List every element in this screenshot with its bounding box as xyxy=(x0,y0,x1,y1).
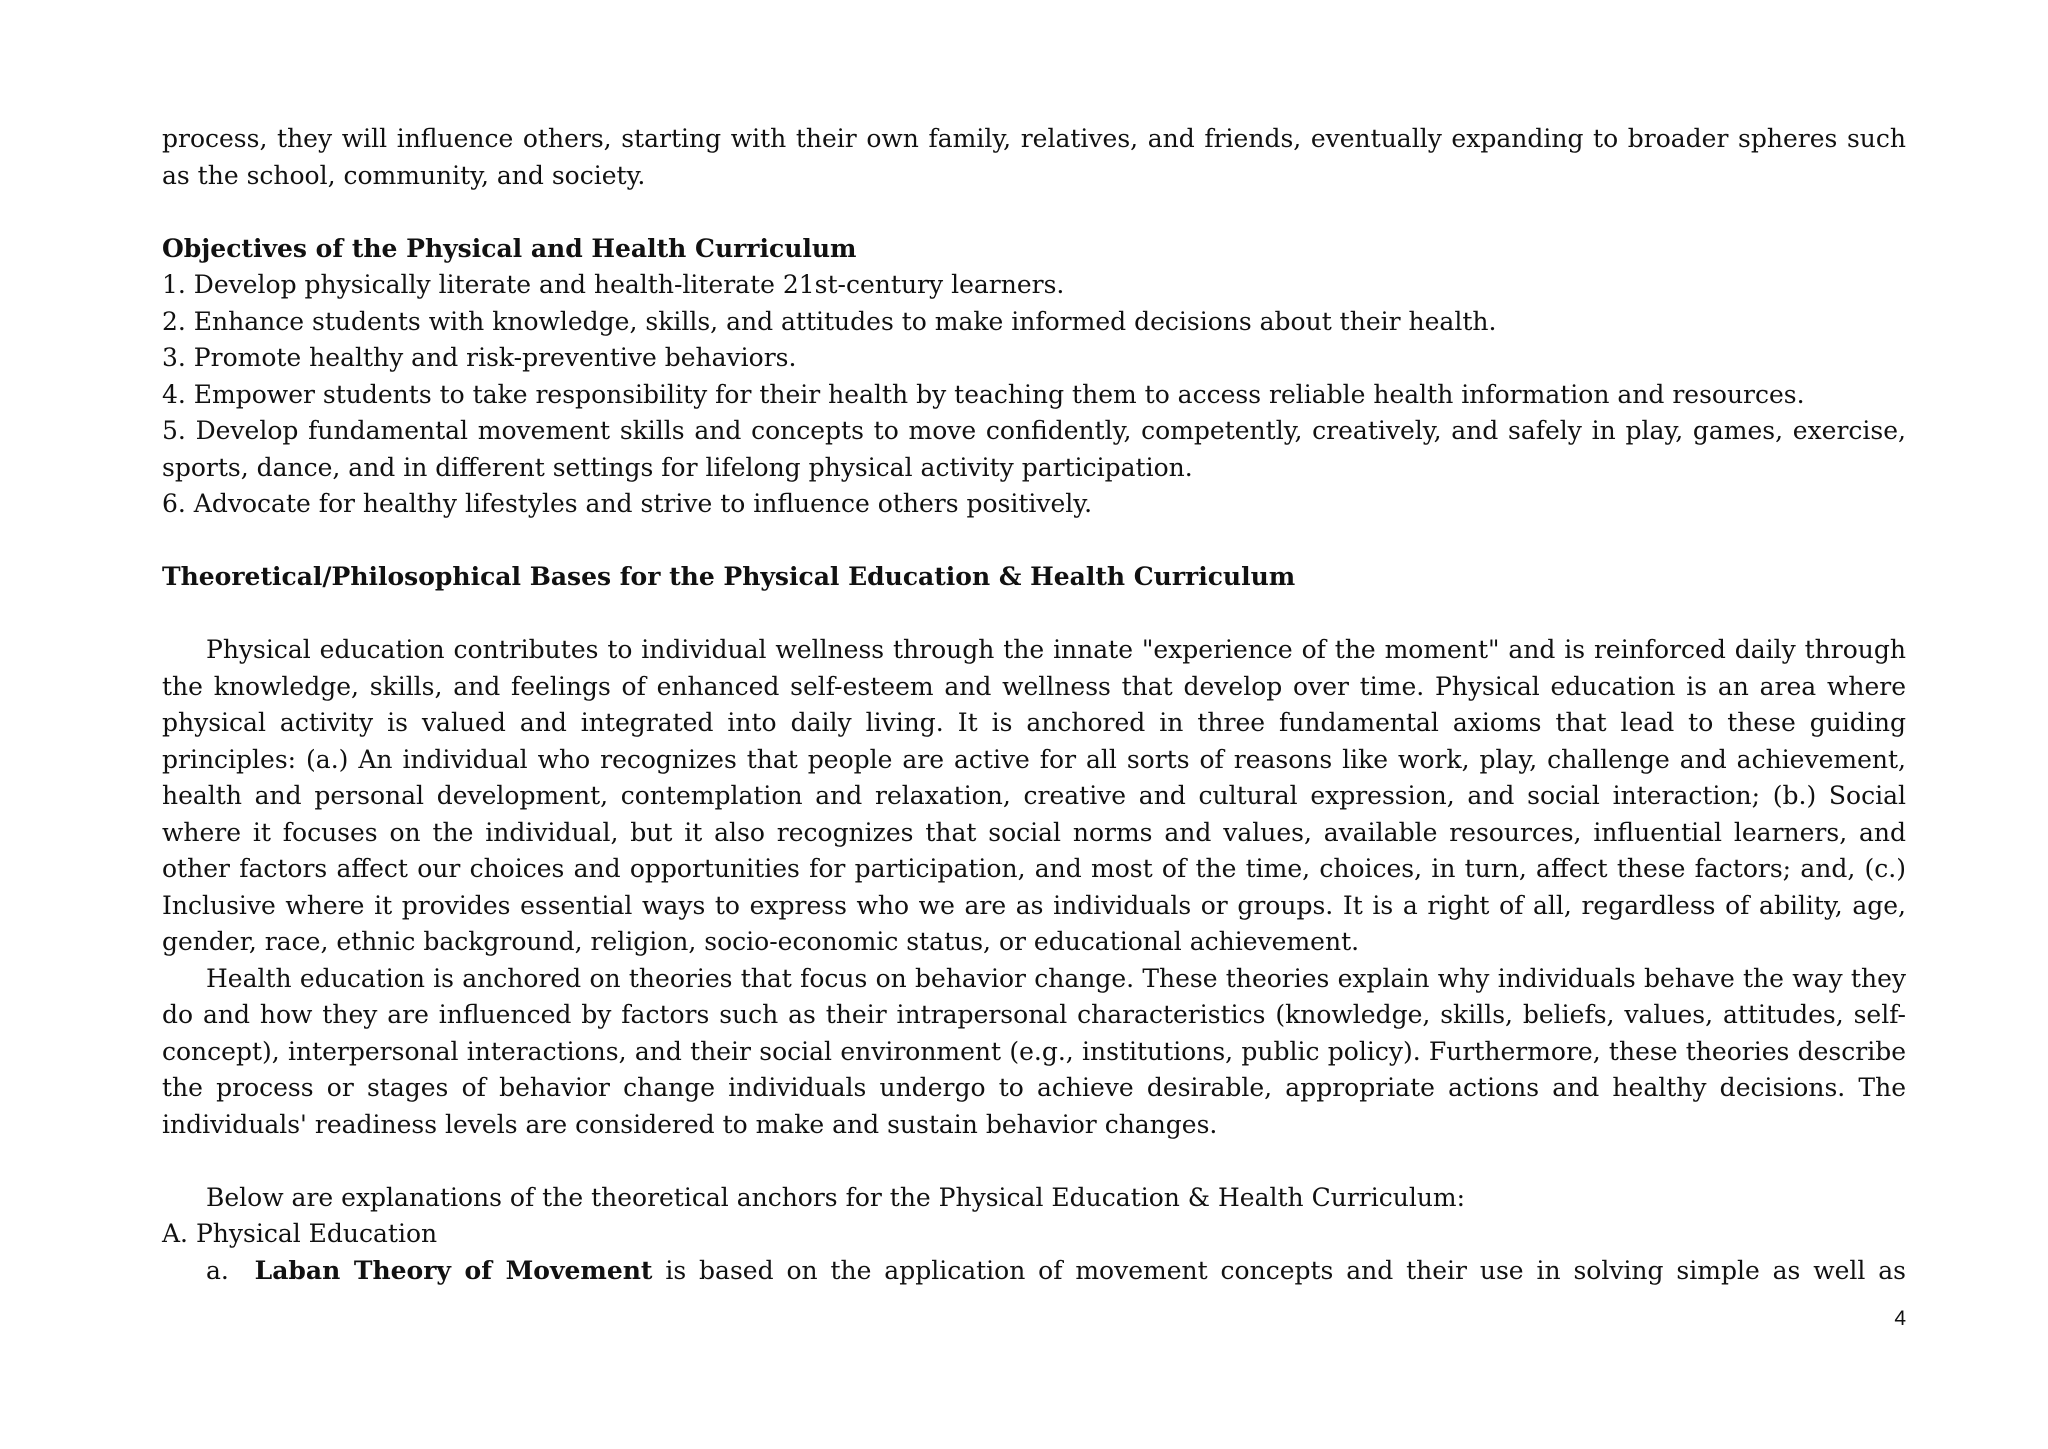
objective-item: 2. Enhance students with knowledge, skills, and attitudes to make informed decisions about their health. xyxy=(162,306,1497,336)
section-a-heading: A. Physical Education xyxy=(162,1219,438,1248)
objective-item: 1. Develop physically literate and health-literate 21st-century learners. xyxy=(162,270,1065,299)
spacer xyxy=(162,523,1906,560)
page-body xyxy=(162,121,1906,1289)
health-education-paragraph: Health education is anchored on theories that focus on behavior change. These theories explain why individuals behave the way they do and how they are influenced by factors such as their intrapersonal characteristics (knowledge, skills, beliefs, values, attitudes, self-concept), interpersonal interactions, and their social environment (e.g., institutions, public policy). Furthermore, these theories describe the process or stages of behavior change individuals undergo to achieve desirable, appropriate actions and healthy decisions. The individuals' readiness levels are considered to make and sustain behavior changes. xyxy=(162,963,1906,1139)
spacer xyxy=(162,596,1906,633)
page-number: 4 xyxy=(1894,1307,1906,1330)
objective-item: 4. Empower students to take responsibility for their health by teaching them to access reliable health information and resources. xyxy=(162,379,1805,409)
objective-item: 3. Promote healthy and risk-preventive behaviors. xyxy=(162,343,797,372)
spacer xyxy=(162,194,1906,231)
objectives-heading: Objectives of the Physical and Health Curriculum xyxy=(162,233,857,263)
laban-theory-text: is based on the application of movement concepts and their use in solving simple as well as xyxy=(665,1255,1906,1285)
physical-education-paragraph: Physical education contributes to individual wellness through the innate "experience of the moment" and is reinforced daily through the knowledge, skills, and feelings of enhanced self-esteem and wellness that develop over time. Physical education is an area where physical activity is valued and integrated into daily living. It is anchored in three fundamental axioms that lead to these guiding principles: (a.) An individual who recognizes that people are active for all sorts of reasons like work, play, challenge and achievement, health and personal development, contemplation and relaxation, creative and cultural expression, and social interaction; (b.) Social where it focuses on the individual, but it also recognizes that social norms and values, available resources, influential learners, and other factors affect our choices and opportunities for participation, and most of the time, choices, in turn, affect these factors; and, (c.) Inclusive where it provides essential ways to express who we are as individuals or groups. It is a right of all, regardless of ability, age, gender, race, ethnic background, religion, socio-economic status, or educational achievement. xyxy=(162,635,1906,956)
bases-heading: Theoretical/Philosophical Bases for the Physical Education & Health Curriculum xyxy=(162,562,1296,591)
objective-item: 5. Develop fundamental movement skills and concepts to move confidently, competently, creatively, and safely in play, games, exercise, sports, dance, and in different settings for lifelong physical activity participation. xyxy=(162,416,1906,482)
objective-item: 6. Advocate for healthy lifestyles and strive to influence others positively. xyxy=(162,489,1093,518)
spacer xyxy=(162,1143,1906,1180)
anchors-intro: Below are explanations of the theoretical anchors for the Physical Education & Health Curriculum: xyxy=(206,1182,1466,1212)
laban-theory-item xyxy=(162,1253,1906,1290)
laban-theory-term: Laban Theory of Movement xyxy=(254,1255,653,1285)
continuation-paragraph: process, they will influence others, starting with their own family, relatives, and friends, eventually expanding to broader spheres such as the school, community, and society. xyxy=(162,124,1906,190)
objectives-list xyxy=(162,267,1906,523)
item-marker: a. xyxy=(206,1255,229,1285)
